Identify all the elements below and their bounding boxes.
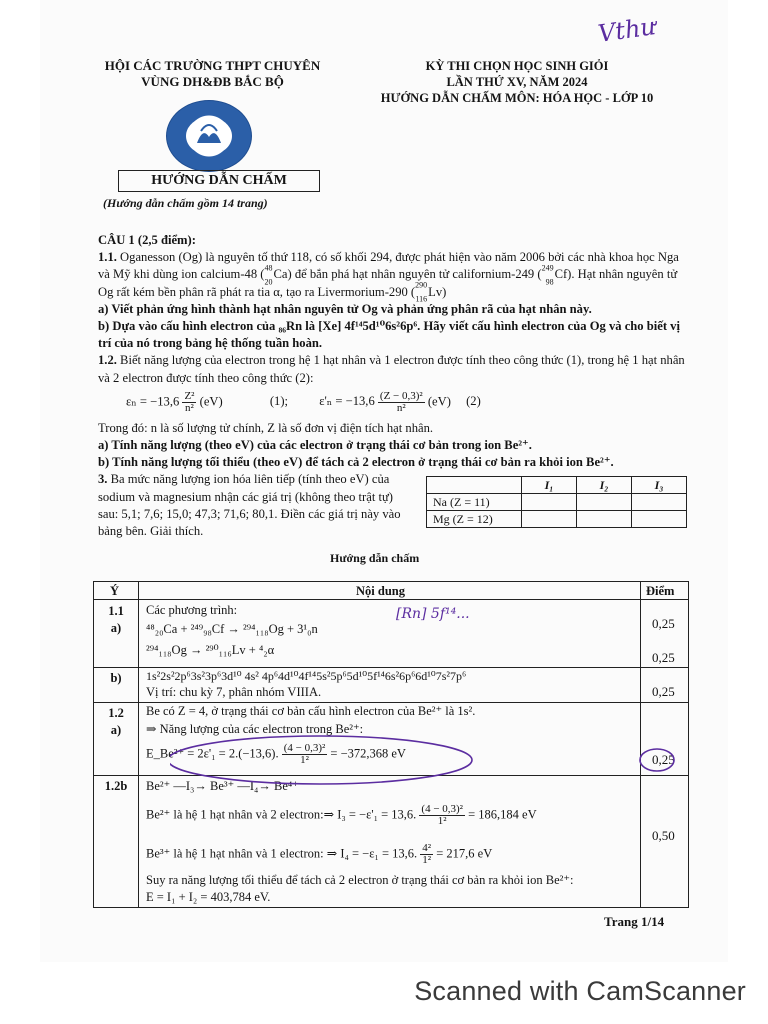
formula-1-tag: (1); — [269, 394, 289, 409]
question-1-2-b: b) Tính năng lượng tối thiểu (theo eV) để tách cả 2 electron ở trạng thái cơ bản ra khỏi ion Be²⁺. — [98, 455, 614, 470]
equation-lhs: E_Be²⁺ = 2ε'₁ = 2.(−13,6). — [146, 746, 279, 761]
row-2-line-2: Vị trí: chu kỳ 7, phân nhóm VIIIA. — [146, 685, 322, 699]
handwritten-signature: Vthư — [596, 12, 658, 48]
part-label: 1.1. — [98, 250, 117, 265]
formula-2-lhs: ε'ₙ = −13,6 — [319, 394, 375, 409]
part-label: 1.2. — [98, 353, 117, 368]
row-1-equation-2: ²⁹⁴₁₁₈Og → ²⁹⁰₁₁₆Lv + ⁴₂α — [146, 643, 275, 657]
guide-title: HƯỚNG DẪN CHẤM — [118, 170, 320, 192]
formula-2-fraction — [378, 391, 425, 414]
page-number: Trang 1/14 — [604, 914, 665, 929]
col-score-header: Điểm — [646, 584, 675, 598]
line-fraction — [419, 804, 465, 827]
row-4-line-5: E = I₁ + I₂ = 403,784 eV. — [146, 890, 271, 904]
row-3-score: 0,25 — [652, 752, 675, 767]
table-cell — [522, 511, 577, 528]
part-text: Biết năng lượng của electron trong hệ 1 hạt nhân và 1 electron được tính theo công thức (1), trong hệ 1 hạt nhân và 2 electron được tính theo công thức (2): — [98, 353, 685, 385]
header-left — [60, 58, 365, 90]
part-label: 3. — [98, 472, 108, 487]
table-header-row — [427, 477, 687, 494]
subject-title: HƯỚNG DẪN CHẤM MÔN: HÓA HỌC - LỚP 10 — [380, 91, 654, 105]
question-title: CÂU 1 (2,5 điểm): — [98, 233, 196, 247]
table-header-cell: I₁ — [522, 477, 577, 494]
header-right — [352, 58, 682, 106]
formula-1-fraction — [182, 391, 196, 414]
part-text: Ba mức năng lượng ion hóa liên tiếp (tính theo eV) của sodium và magnesium nhận các giá trị (không theo trật tự) sau: 5,1; 7,6; 15,0; 47,3; 71,6; 80,1. Điền các giá trị này vào bảng bên. Giải thích. — [98, 472, 401, 539]
denominator: 1² — [437, 815, 447, 827]
line-text: = 186,184 eV — [468, 807, 537, 822]
pen-markings — [170, 730, 690, 790]
row-4-line-1: Be²⁺ —I₃→ Be³⁺ —I₄→ Be⁴⁺ — [146, 779, 299, 793]
formula-1-unit: (eV) — [199, 394, 223, 409]
label-text: a) — [110, 723, 122, 737]
numerator: (4 − 0,3)² — [283, 742, 326, 754]
line-fraction — [420, 843, 433, 866]
col-content-header: Nội dung — [356, 584, 405, 598]
table-row — [427, 511, 687, 528]
row-1-equation-1: ⁴⁸₂₀Ca + ²⁴⁹₉₈Cf → ²⁹⁴₁₁₈Og + 3¹₀n — [146, 622, 318, 636]
line-text: Be³⁺ là hệ 1 hạt nhân và 1 electron: ⇒ I₄ = −ε₁ = 13,6. — [146, 846, 418, 861]
row-4-line-4: Suy ra năng lượng tối thiểu để tách cả 2 electron ở trạng thái cơ bản ra khỏi ion Be²⁺: — [146, 873, 574, 887]
question-1-1-a: a) Viết phản ứng hình thành hạt nhân nguyên tử Og và phản ứng phân rã của hạt nhân này. — [98, 301, 592, 316]
table-header-cell — [427, 477, 522, 494]
line-text: = 217,6 eV — [436, 846, 493, 861]
part-1-1: 1.1. Oganesson (Og) là nguyên tố thứ 118, có số khối 294, được phát hiện vào năm 2006 bởi các nhà khoa học Nga và Mỹ khi dùng ion calcium-48 ($^{48}$ $_{20}$Ca) để bắn phá hạt nhân nguyên tử californium-249 ($^{249}$ $_{98}$Cf). Hạt nhân nguyên tử Og rất kém bền phân rã phát ra tia α, tạo ra Livermorium-290 ($^{290}$ $_{116}$Lv) — [98, 250, 679, 304]
formula-1-lhs: εₙ = −13,6 — [126, 394, 180, 409]
col-y-header: Ý — [110, 584, 120, 598]
table-cell — [632, 511, 687, 528]
row-4-label: 1.2b — [104, 779, 128, 793]
label-text: 1.2 — [108, 706, 124, 720]
row-2-score: 0,25 — [652, 684, 675, 699]
part-text: Ca) để bắn phá hạt nhân nguyên tử californium-249 ( — [273, 267, 542, 282]
table-header-cell: I₃ — [632, 477, 687, 494]
book-leaf-icon — [167, 101, 251, 171]
row-1-label — [94, 603, 138, 637]
table-cell: Mg (Z = 12) — [427, 511, 522, 528]
guide-page-count: (Hướng dẫn chấm gồm 14 trang) — [103, 196, 268, 210]
formula-legend: Trong đó: n là số lượng tử chính, Z là số đơn vị điện tích hạt nhân. — [98, 420, 434, 435]
numerator: (Z − 0,3)² — [379, 389, 423, 402]
column-divider — [138, 582, 139, 907]
equation-rhs: = −372,368 eV — [330, 746, 406, 761]
part-text: Cf). Hạt nhân nguyên tử Og rất kém bền phân rã phát ra tia α, tạo ra Livermorium-290 ( — [98, 267, 678, 299]
line-text: Be²⁺ là hệ 1 hạt nhân và 2 electron:⇒ I₃ = −ε'₁ = 13,6. — [146, 807, 417, 822]
formula-2-unit: (eV) — [427, 394, 451, 409]
row-3-line-2: ⇒ Năng lượng của các electron trong Be²⁺: — [146, 722, 364, 736]
formula-2-tag: (2) — [466, 394, 481, 409]
denominator: 1² — [300, 754, 309, 766]
table-cell — [522, 494, 577, 511]
label-text: a) — [110, 621, 122, 635]
denominator: n² — [396, 401, 406, 414]
part-1-2 — [98, 352, 688, 386]
handwritten-note: [Rn] 5f¹⁴... — [396, 606, 470, 622]
numerator: 4² — [422, 842, 432, 854]
row-4-line-3 — [146, 843, 492, 866]
row-1-score-2: 0,25 — [652, 650, 675, 665]
association-name: HỘI CÁC TRƯỜNG THPT CHUYÊN — [104, 58, 321, 73]
answer-guide-title: Hướng dẫn chấm — [330, 551, 420, 565]
exam-session: LẦN THỨ XV, NĂM 2024 — [446, 75, 588, 89]
table-header-cell: I₂ — [577, 477, 632, 494]
row-4-line-2 — [146, 804, 537, 827]
denominator: n² — [185, 401, 194, 414]
row-4-score: 0,50 — [652, 828, 675, 843]
question-1-2-a: a) Tính năng lượng (theo eV) của các electron ở trạng thái cơ bản trong ion Be²⁺. — [98, 438, 532, 453]
table-cell — [577, 511, 632, 528]
numerator: Z² — [184, 389, 195, 402]
table-cell: Na (Z = 11) — [427, 494, 522, 511]
denominator: 1² — [422, 854, 432, 866]
row-3-line-1: Be có Z = 4, ở trạng thái cơ bản cấu hình electron của Be²⁺ là 1s². — [146, 704, 476, 718]
table-cell — [632, 494, 687, 511]
ionization-table — [426, 476, 687, 528]
part-3 — [98, 471, 413, 540]
row-2-label: b) — [110, 671, 122, 685]
table-cell — [577, 494, 632, 511]
region-name: VÙNG DH&ĐB BẮC BỘ — [141, 74, 284, 89]
row-1-score-1: 0,25 — [652, 616, 675, 631]
numerator: (4 − 0,3)² — [421, 803, 463, 815]
exam-name: KỲ THI CHỌN HỌC SINH GIỎI — [425, 59, 609, 73]
question-1-1-b: b) Dựa vào cấu hình electron của ₈₆Rn là [Xe] 4f¹⁴5d¹⁰6s²6p⁶. Hãy viết cấu hình electron của Og và cho biết vị trí của nó trong bảng hệ thống tuần hoàn. — [98, 319, 680, 351]
scanner-watermark: Scanned with CamScanner — [414, 976, 746, 1006]
part-text: Oganesson (Og) là nguyên tố thứ 118, có số khối 294, được phát hiện vào năm 2006 bởi các nhà khoa học Nga và Mỹ khi dùng ion calcium-48 ( — [98, 250, 679, 282]
association-logo — [166, 100, 252, 172]
row-2-line-1: 1s²2s²2p⁶3s²3p⁶3d¹⁰ 4s² 4p⁶4d¹⁰4f¹⁴5s²5p⁶5d¹⁰5f¹⁴6s²6p⁶6d¹⁰7s²7p⁶ — [146, 669, 467, 683]
energy-formulas — [126, 391, 688, 414]
label-text: 1.1 — [108, 604, 124, 618]
table-row — [427, 494, 687, 511]
part-text: Lv) — [428, 284, 447, 299]
row-1-line-1: Các phương trình: — [146, 603, 238, 617]
row-3-label — [94, 705, 138, 739]
